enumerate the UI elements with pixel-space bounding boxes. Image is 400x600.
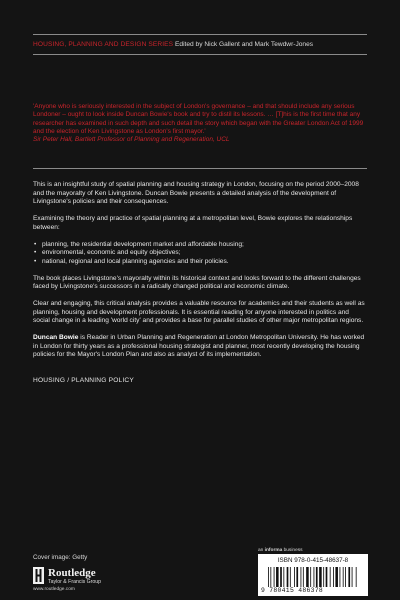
series-header	[33, 41, 373, 49]
blurb	[33, 181, 367, 368]
informa-business: an informa business	[258, 548, 303, 553]
isbn-label: ISBN 978-0-415-48637-8	[277, 557, 349, 564]
endorsement-quote	[33, 103, 367, 144]
author-name: Duncan Bowie	[33, 334, 79, 341]
subject-category: HOUSING / PLANNING POLICY	[33, 377, 134, 384]
quote-rule	[33, 168, 367, 169]
blurb-paragraph-3: The book places Livingstone's mayoralty within its historical context and looks forward to the different challenges faced by Livingstone's successors in a radically changed political and economic climate.	[33, 274, 361, 290]
publisher-url: www.routledge.com	[33, 587, 75, 592]
series-name: HOUSING, PLANNING AND DESIGN SERIES	[33, 41, 174, 48]
blurb-paragraph-4: Clear and engaging, this critical analysis provides a valuable resource for academics and their students as well as planning, housing and development professionals. It is essential reading for anyone interested in politics and social change in a leading 'world city' and provides a base for parallel studies of other major metropolitan regions.	[33, 300, 365, 324]
publisher-logo-icon	[33, 567, 44, 584]
list-item: • environmental, economic and equity objectives;	[34, 249, 181, 256]
blurb-paragraph-1: This is an insightful study of spatial planning and housing strategy in London, focusing on the period 2000–2008 and the mayoralty of Ken Livingstone. Duncan Bowie presents a detailed analysis of the development of Livingstone's policies and their consequences.	[33, 181, 359, 205]
bullet-icon: •	[34, 249, 37, 256]
list-item: • planning, the residential development market and affordable housing;	[34, 240, 244, 248]
list-item: • national, regional and local planning agencies and their policies.	[34, 257, 229, 265]
publisher-name: Routledge	[48, 567, 96, 579]
quote-attribution: Sir Peter Hall, Bartlett Professor of Planning and Regeneration, UCL	[33, 136, 230, 144]
bullet-icon: •	[34, 240, 37, 248]
informa-brand: informa	[264, 548, 283, 553]
relationship-list	[33, 241, 367, 267]
author-bio-text: is Reader in Urban Planning and Regeneration at London Metropolitan University. He has worked in London for thirty years as a professional housing strategist and planner, most recently developing the housing policies for the Mayor's London Plan and also as analyst of its implementation.	[33, 334, 365, 358]
barcode-icon	[268, 567, 362, 587]
publisher-group: Taylor & Francis Group	[48, 579, 102, 585]
bullet-icon: •	[34, 257, 37, 265]
barcode-digits: 9 780415 486378	[261, 587, 324, 594]
blurb-paragraph-2: Examining the theory and practice of spatial planning at a metropolitan level, Bowie explores the relationships between:	[33, 215, 353, 231]
series-rule	[33, 54, 367, 55]
author-bio	[33, 334, 367, 360]
routledge-logo	[33, 567, 153, 593]
isbn-barcode	[258, 554, 368, 596]
cover-credit: Cover image: Getty	[33, 554, 88, 561]
top-rule	[33, 34, 367, 35]
series-editors: Edited by Nick Gallent and Mark Tewdwr-Jones	[175, 41, 314, 48]
quote-text: 'Anyone who is seriously interested in the subject of London's governance – and that should include any serious Londoner – ought to look inside Duncan Bowie's book and try to distil its lessons. … [T]his is the first time that any researcher has examined in such depth and such detail the story which began with the Greater London Act of 1999 and the election of Ken Livingstone as London's first mayor.'	[33, 103, 364, 135]
